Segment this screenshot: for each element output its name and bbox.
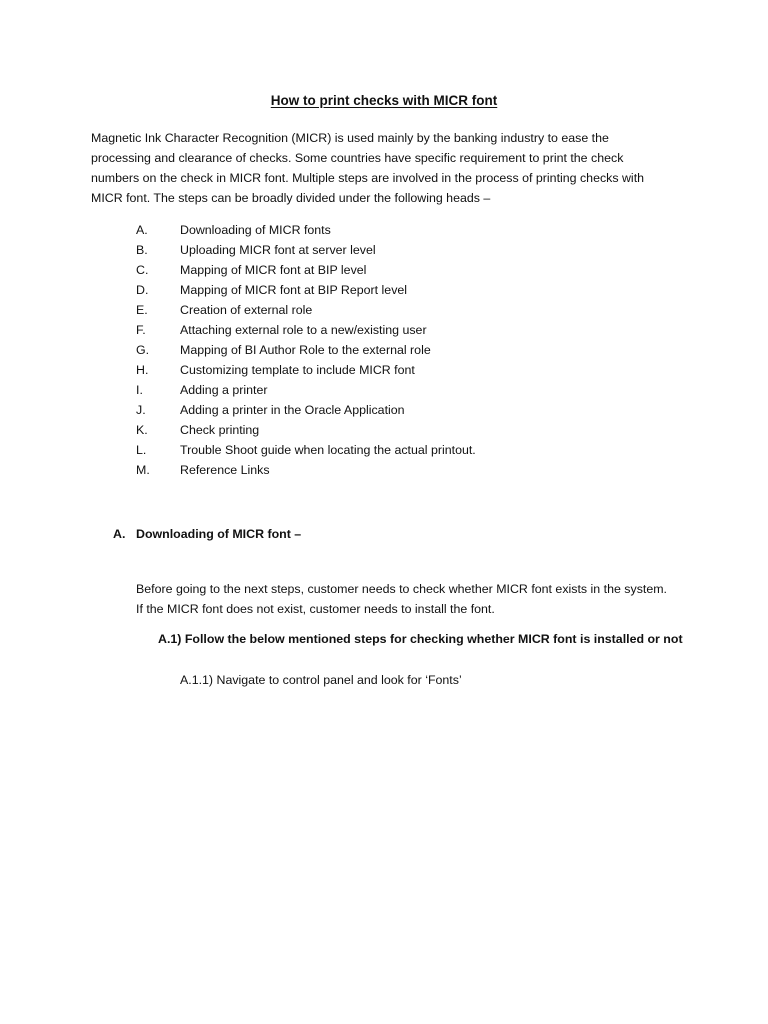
list-item-text: Check printing: [180, 423, 260, 437]
list-item-letter: C.: [136, 263, 149, 277]
section-letter: A.: [113, 527, 126, 541]
intro-line: numbers on the check in MICR font. Multiple steps are involved in the process of printing checks with: [91, 171, 645, 185]
list-item: [136, 340, 476, 360]
intro-paragraph: [91, 128, 691, 208]
list-item: [136, 280, 476, 300]
list-item-letter: H.: [136, 363, 149, 377]
list-item: [136, 380, 476, 400]
list-item: [136, 320, 476, 340]
list-item-letter: D.: [136, 283, 149, 297]
list-item-text: Mapping of MICR font at BIP Report level: [180, 283, 408, 297]
section-a-paragraph: [136, 579, 667, 619]
list-item-letter: B.: [136, 243, 148, 257]
list-item: [136, 260, 476, 280]
list-item-text: Mapping of BI Author Role to the external role: [180, 343, 431, 357]
step-item: A.1.1) Navigate to control panel and look for ‘Fonts’: [180, 673, 462, 687]
list-item-letter: L.: [136, 443, 147, 457]
list-item-letter: I.: [136, 383, 143, 397]
list-item: [136, 460, 476, 480]
list-item-text: Adding a printer in the Oracle Application: [180, 403, 405, 417]
list-item-text: Mapping of MICR font at BIP level: [180, 263, 367, 277]
list-item-letter: J.: [136, 403, 146, 417]
paragraph-line: Before going to the next steps, customer needs to check whether MICR font exists in the system.: [136, 582, 667, 596]
list-item-letter: G.: [136, 343, 150, 357]
list-item-text: Customizing template to include MICR font: [180, 363, 415, 377]
list-item-text: Creation of external role: [180, 303, 313, 317]
section-heading-text: Downloading of MICR font –: [136, 527, 302, 541]
list-item-text: Downloading of MICR fonts: [180, 223, 331, 237]
list-item-text: Uploading MICR font at server level: [180, 243, 376, 257]
list-item: [136, 360, 476, 380]
paragraph-line: If the MICR font does not exist, customer needs to install the font.: [136, 602, 495, 616]
list-item-text: Reference Links: [180, 463, 270, 477]
document-title: How to print checks with MICR font: [270, 93, 498, 108]
list-item-letter: A.: [136, 223, 148, 237]
list-item: [136, 440, 476, 460]
intro-line: processing and clearance of checks. Some countries have specific requirement to print the check: [91, 151, 624, 165]
list-item: [136, 400, 476, 420]
intro-line: Magnetic Ink Character Recognition (MICR) is used mainly by the banking industry to ease the: [91, 131, 609, 145]
list-item-text: Adding a printer: [180, 383, 268, 397]
list-item-text: Attaching external role to a new/existing user: [180, 323, 427, 337]
intro-line: MICR font. The steps can be broadly divided under the following heads –: [91, 191, 491, 205]
steps-list: [136, 220, 476, 480]
list-item-letter: E.: [136, 303, 148, 317]
subsection-heading: A.1) Follow the below mentioned steps for checking whether MICR font is installed or not: [158, 632, 683, 646]
list-item: [136, 420, 476, 440]
list-item-letter: K.: [136, 423, 148, 437]
list-item-letter: M.: [136, 463, 150, 477]
list-item: [136, 300, 476, 320]
list-item-text: Trouble Shoot guide when locating the actual printout.: [180, 443, 476, 457]
list-item: [136, 240, 476, 260]
section-a-heading: [113, 527, 301, 541]
list-item: [136, 220, 476, 240]
list-item-letter: F.: [136, 323, 146, 337]
